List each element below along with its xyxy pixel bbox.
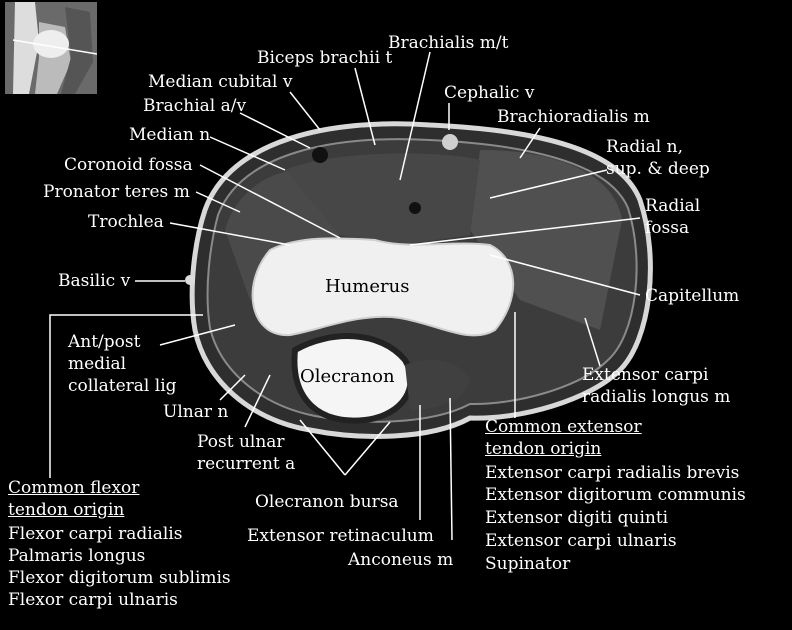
- label-brachial: Brachial a/v: [143, 96, 247, 116]
- label-antpost-3: collateral lig: [68, 376, 177, 396]
- flexor-title-2: tendon origin: [8, 500, 125, 520]
- flexor-item: Flexor digitorum sublimis: [8, 568, 231, 588]
- extensor-item: Extensor carpi radialis brevis: [485, 463, 740, 483]
- label-ulnar-n: Ulnar n: [163, 402, 229, 422]
- flexor-item: Palmaris longus: [8, 546, 146, 566]
- brachial-artery: [409, 202, 421, 214]
- label-brachialis: Brachialis m/t: [388, 33, 509, 53]
- label-trochlea: Trochlea: [88, 212, 164, 232]
- label-antpost-2: medial: [68, 354, 127, 374]
- label-bursa: Olecranon bursa: [255, 492, 399, 512]
- label-post-ulnar-1: Post ulnar: [197, 432, 285, 452]
- label-ecrl-1: Extensor carpi: [582, 365, 709, 385]
- label-pronator: Pronator teres m: [43, 182, 190, 202]
- extensor-title-2: tendon origin: [485, 439, 602, 459]
- label-antpost-1: Ant/post: [68, 332, 141, 352]
- label-radial-fossa-1: Radial: [645, 196, 701, 216]
- label-radial-n-1: Radial n,: [606, 137, 683, 157]
- label-retinaculum: Extensor retinaculum: [247, 526, 434, 546]
- extensor-item: Extensor carpi ulnaris: [485, 531, 677, 551]
- label-olecranon: Olecranon: [300, 366, 395, 387]
- basilic-vein: [185, 275, 195, 285]
- flexor-title-1: Common flexor: [8, 478, 140, 498]
- flexor-item: Flexor carpi ulnaris: [8, 590, 178, 610]
- label-brachioradialis: Brachioradialis m: [497, 107, 650, 127]
- label-humerus: Humerus: [325, 276, 410, 297]
- extensor-item: Supinator: [485, 554, 571, 574]
- label-coronoid: Coronoid fossa: [64, 155, 193, 175]
- label-ecrl-2: radialis longus m: [582, 387, 731, 407]
- cephalic-vein: [442, 134, 458, 150]
- extensor-title-1: Common extensor: [485, 417, 642, 437]
- label-median-cubital: Median cubital v: [148, 72, 293, 92]
- median-cubital-vein: [312, 147, 328, 163]
- label-post-ulnar-2: recurrent a: [197, 454, 296, 474]
- label-basilic: Basilic v: [58, 271, 131, 291]
- label-capitellum: Capitellum: [645, 286, 740, 306]
- label-biceps: Biceps brachii t: [257, 48, 393, 68]
- label-cephalic: Cephalic v: [444, 83, 535, 103]
- label-radial-n-2: sup. & deep: [606, 159, 710, 179]
- flexor-item: Flexor carpi radialis: [8, 524, 183, 544]
- label-anconeus: Anconeus m: [348, 550, 454, 570]
- extensor-item: Extensor digitorum communis: [485, 485, 746, 505]
- label-radial-fossa-2: fossa: [645, 218, 690, 238]
- label-median-n: Median n: [129, 125, 211, 145]
- extensor-item: Extensor digiti quinti: [485, 508, 669, 528]
